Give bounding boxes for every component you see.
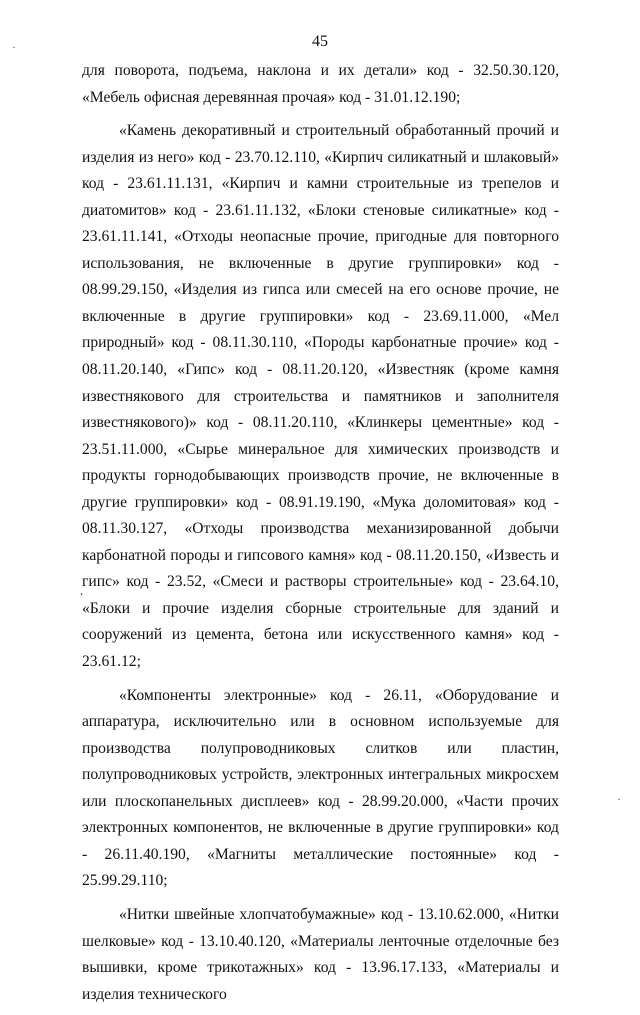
paragraph-threads-textiles: «Нитки швейные хлопчатобумажные» код - 13.10.62.000, «Нитки шелковые» код - 13.10.40.120, «Материалы ленточные отделочные без вышивки, кроме трикотажных» код - 13.96.17.133, «Материалы и изделия технического	[82, 905, 559, 1003]
paragraph-building-materials: «Камень декоративный и строительный обработанный прочий и изделия из него» код - 23.70.12.110, «Кирпич силикатный и шлаковый» код - 23.61.11.131, «Кирпич и камни строительные из трепелов и диатомитов» код - 23.61.11.132, «Блоки стеновые силикатные» код - 23.61.11.141, «Отходы неопасные прочие, пригодные для повторного использования, не включенные в другие группировки» код - 08.99.29.150, «Изделия из гипса или смесей на его основе прочие, не включенные в другие группировки» код - 23.69.11.000, «Мел природный» код - 08.11.30.110, «Породы карбонатные прочие» код - 08.11.20.140, «Гипс» код - 08.11.20.120, «Известняк (кроме камня известнякового для строительства и памятников и заполнителя известнякового)» код - 08.11.20.110, «Клинкеры цементные» код - 23.51.11.000, «Сырье минеральное для химических производств и продукты горнодобывающих производств прочие, не включенные в другие группировки» код - 08.91.19.190, «Мука доломитовая» код - 08.11.30.127, «Отходы производства механизированной добычи карбонатной породы и гипсового камня» код - 08.11.20.150, «Известь и гипс» код - 23.52, «Смеси и растворы строительные» код - 23.64.10, «Блоки и прочие изделия сборные строительные для зданий и сооружений из цемента, бетона или искусственного камня» код - 23.61.12;	[82, 122, 559, 671]
margin-mark: ·	[617, 792, 621, 806]
document-body	[82, 58, 559, 1015]
margin-mark: ,	[80, 583, 83, 597]
margin-mark: ·	[12, 40, 16, 54]
paragraph-continuation: для поворота, подъема, наклона и их детали» код - 32.50.30.120, «Мебель офисная деревянная прочая» код - 31.01.12.190;	[82, 62, 559, 106]
paragraph-electronic-components: «Компоненты электронные» код - 26.11, «Оборудование и аппаратура, исключительно или в основном используемые для производства полупроводниковых слитков или пластин, полупроводниковых устройств, электронных интегральных микросхем или плоскопанельных дисплеев» код - 28.99.20.000, «Части прочих электронных компонентов, не включенные в другие группировки» код - 26.11.40.190, «Магниты металлические постоянные» код - 25.99.29.110;	[82, 686, 559, 890]
page-number: 45	[312, 33, 328, 50]
